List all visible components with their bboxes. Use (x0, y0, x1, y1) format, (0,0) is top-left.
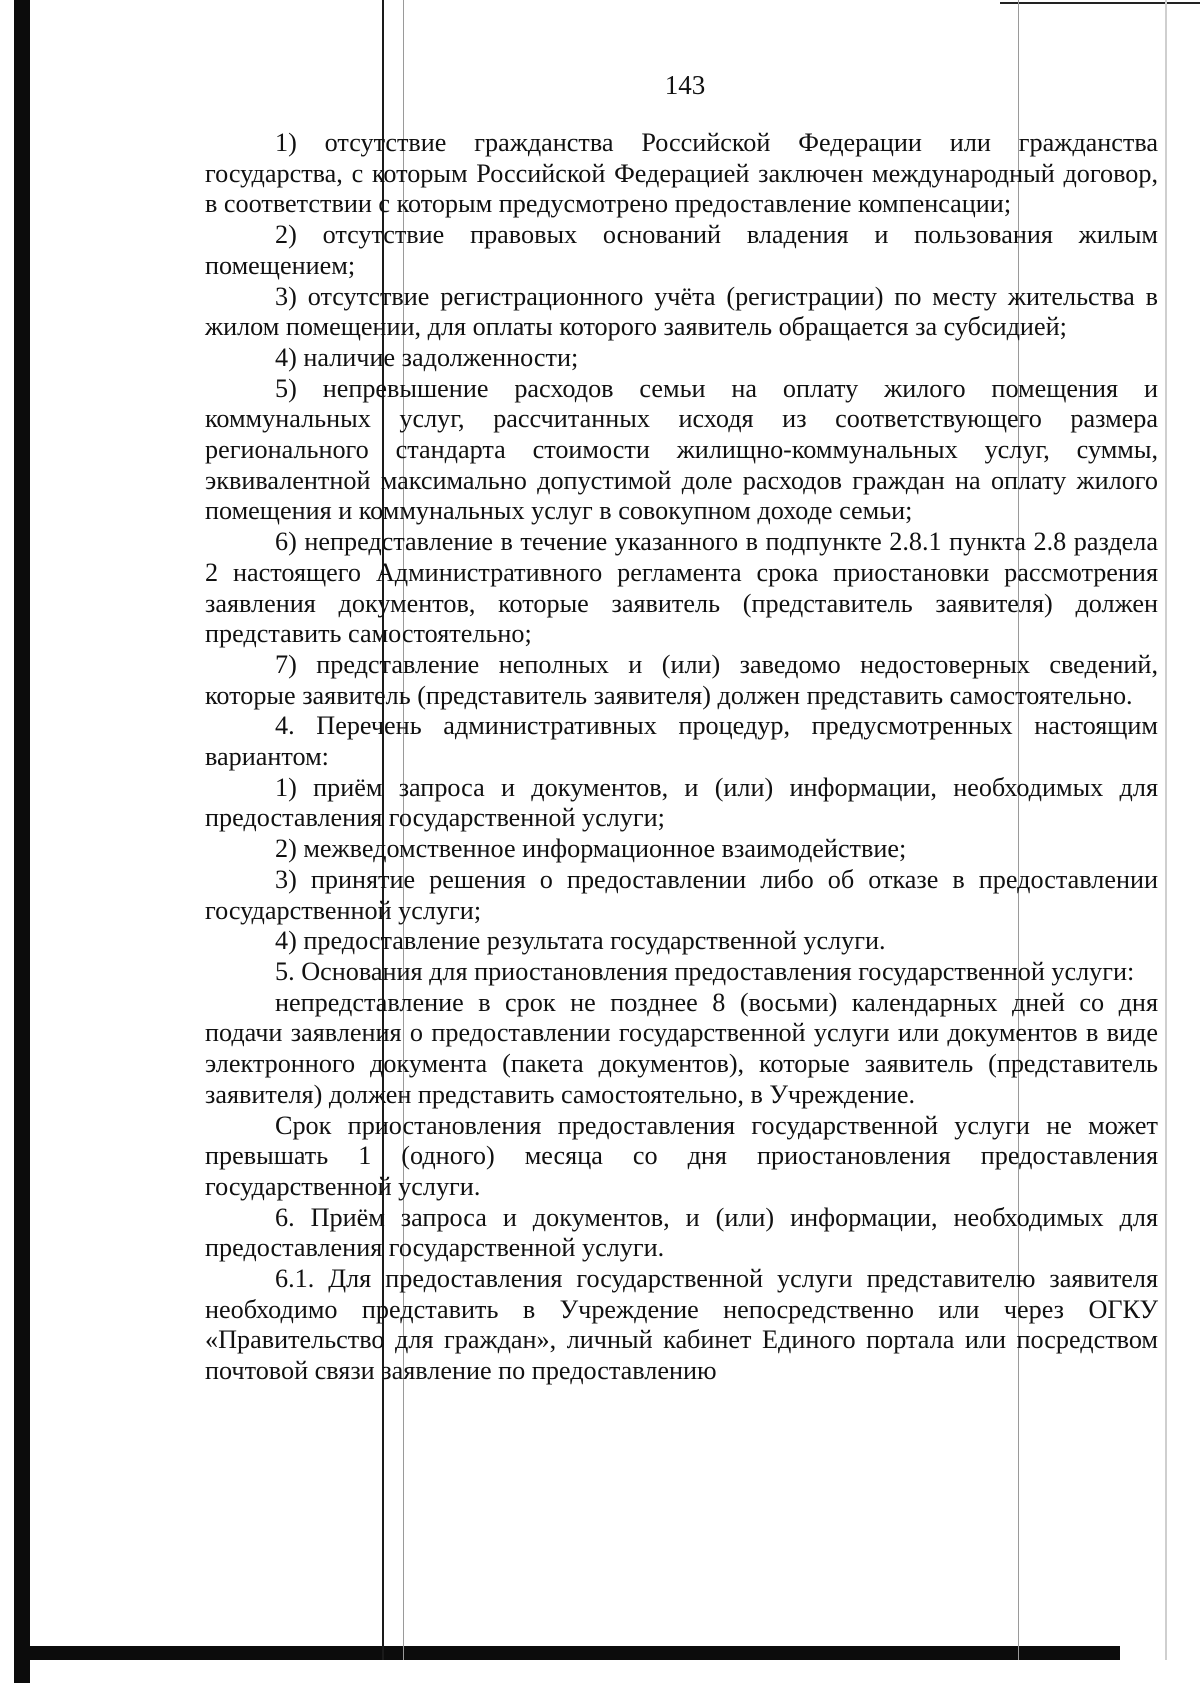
paragraph: непредставление в срок не позднее 8 (восьми) календарных дней со дня подачи заявления о предоставлении государственной услуги или документов в виде электронного документа (пакета документов), которые заявитель (представитель заявителя) должен представить самостоятельно, в Учреждение. (205, 987, 1158, 1109)
scan-border-top (1000, 2, 1200, 4)
paragraph: 2) межведомственное информационное взаимодействие; (275, 834, 907, 864)
paragraph: 4. Перечень административных процедур, предусмотренных настоящим вариантом: (205, 711, 1158, 772)
paragraph: 5) непревышение расходов семьи на оплату жилого помещения и коммунальных услуг, рассчитанных исходя из соответствующего размера регионального стандарта стоимости жилищно-коммунальных услуг, суммы, эквивалентной максимально допустимой доле расходов граждан на оплату жилого помещения и коммунальных услуг в совокупном доходе семьи; (205, 373, 1158, 526)
paragraph: 3) отсутствие регистрационного учёта (регистрации) по месту жительства в жилом помещении, для оплаты которого заявитель обращается за субсидией; (205, 281, 1158, 342)
paragraph: 1) приём запроса и документов, и (или) информации, необходимых для предоставления государственной услуги; (205, 772, 1158, 833)
paragraph: 5. Основания для приостановления предоставления государственной услуги: (275, 956, 1135, 986)
paragraph: 2) отсутствие правовых оснований владения и пользования жилым помещением; (205, 220, 1158, 280)
page-number: 143 (664, 70, 706, 100)
paragraph: 4) наличие задолженности; (275, 342, 579, 372)
paragraph: 1) отсутствие гражданства Российской Федерации или гражданства государства, с которым Российской Федерацией заключен международный договор, в соответствии с которым предусмотрено предоставление компенсации; (205, 128, 1158, 219)
scan-border-right (1165, 0, 1167, 1660)
paragraph: 3) принятие решения о предоставлении либо об отказе в предоставлении государственной услуги; (205, 864, 1158, 925)
paragraph: 6.1. Для предоставления государственной услуги представителю заявителя необходимо представить в Учреждение непосредственно или через ОГКУ «Правительство для граждан», личный кабинет Единого портала или посредством почтовой связи заявление по предоставлению (205, 1264, 1158, 1386)
scan-border-bottom (30, 1646, 1120, 1660)
paragraph: 7) представление неполных и (или) заведомо недостоверных сведений, которые заявитель (представитель заявителя) должен представить самостоятельно. (205, 649, 1158, 710)
paragraph: 4) предоставление результата государственной услуги. (275, 926, 886, 956)
scan-border-left (14, 0, 30, 1683)
document-body (205, 128, 1158, 1387)
paragraph: 6) непредставление в течение указанного в подпункте 2.8.1 пункта 2.8 раздела 2 настоящего Административного регламента срока приостановки рассмотрения заявления документов, которые заявитель (представитель заявителя) должен представить самостоятельно; (205, 527, 1158, 649)
paragraph: 6. Приём запроса и документов, и (или) информации, необходимых для предоставления государственной услуги. (205, 1202, 1158, 1263)
paragraph: Срок приостановления предоставления государственной услуги не может превышать 1 (одного) месяца со дня приостановления предоставления государственной услуги. (205, 1110, 1158, 1201)
